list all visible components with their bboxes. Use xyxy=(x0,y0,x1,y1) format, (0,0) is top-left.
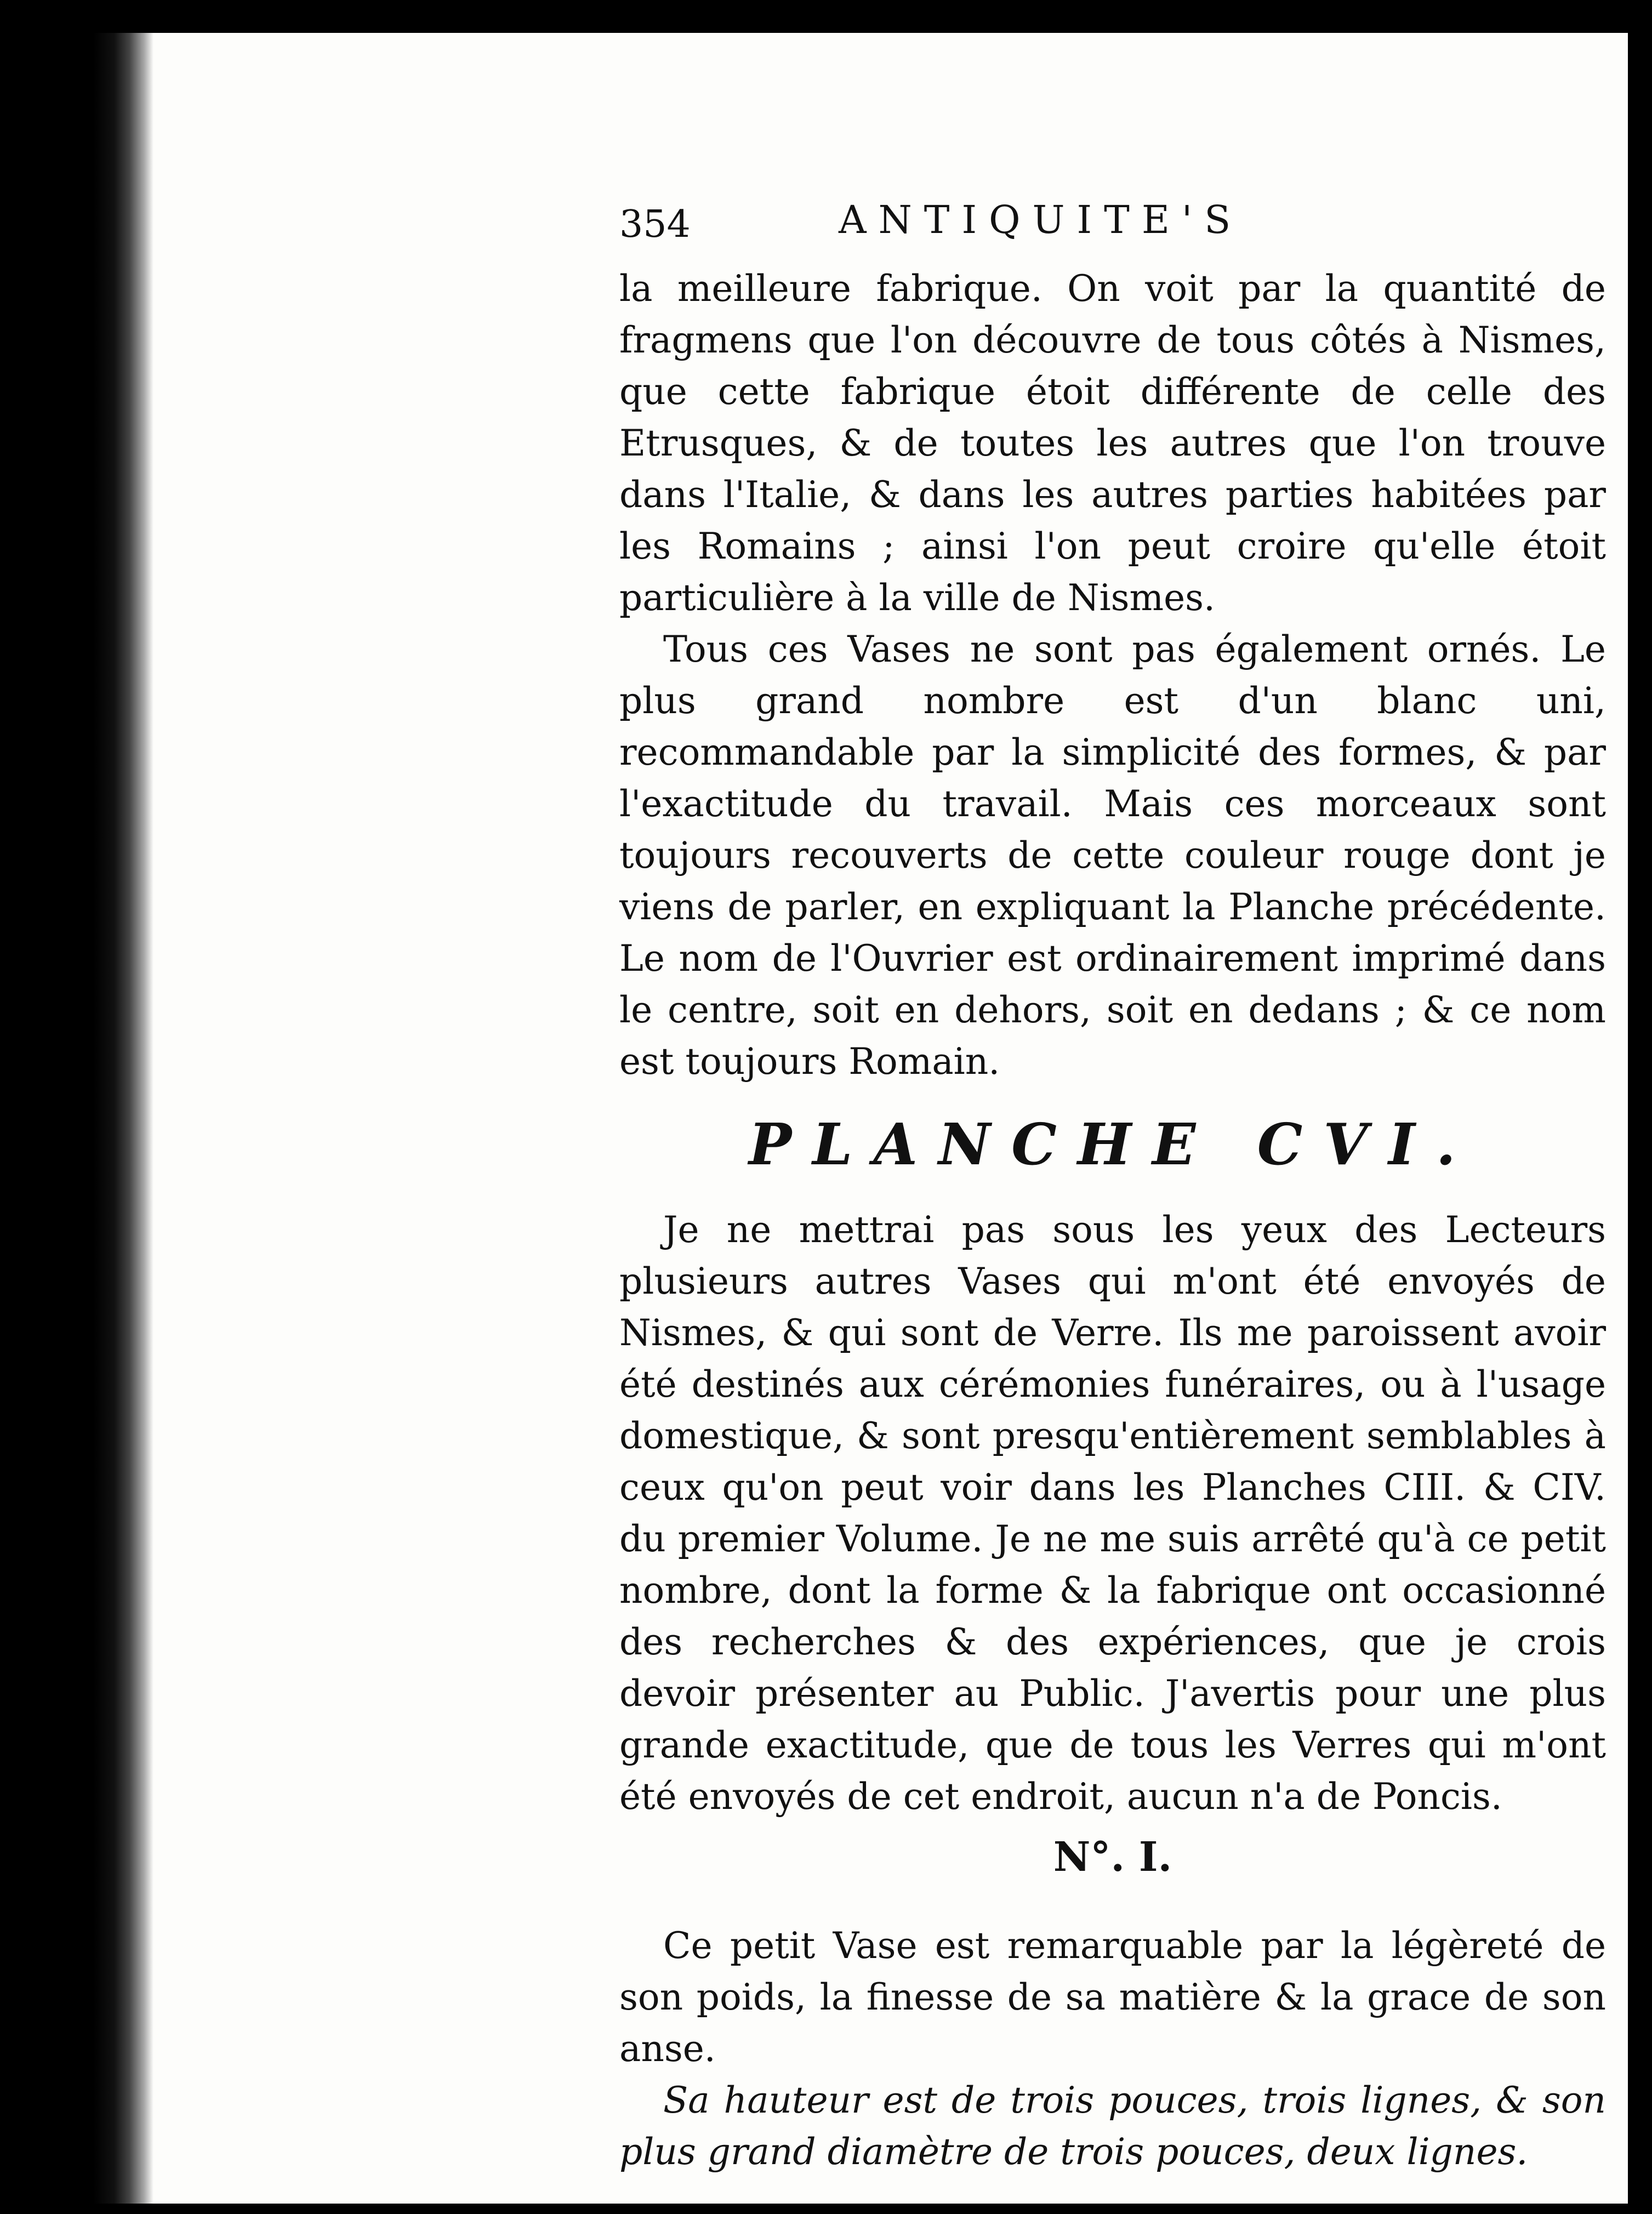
page-number: 354 xyxy=(619,203,691,246)
number-heading: N°. I. xyxy=(1053,1834,1172,1881)
running-title: ANTIQUITE'S xyxy=(839,197,1243,242)
paragraph-verres: Je ne mettrai pas sous les yeux des Lecteurs plusieurs autres Vases qui m'ont été envoyés de Nismes, & qui sont de Verre. Ils me paroissent avoir été destinés aux cérémonies funéraires, ou à l'usage domestique, & sont presqu'entièrement semblables à ceux qu'on peut voir dans les Planches CIII. & CIV. du premier Volume. Je ne me suis arrêté qu'à ce petit nombre, dont la forme & la fabrique ont occasionné des recherches & des expériences, que je crois devoir présenter au Public. J'avertis pour une plus grande exactitude, que de tous les Verres qui m'ont été envoyés de cet endroit, aucun n'a de Poncis. xyxy=(619,1209,1606,1818)
running-head xyxy=(619,181,1606,263)
plate-title: PLANCHE CVI. xyxy=(749,1111,1477,1178)
book-page xyxy=(93,33,1628,2204)
paragraph-dimensions: Sa hauteur est de trois pouces, trois lignes, & son plus grand diamètre de trois pouces, deux lignes. xyxy=(619,2079,1606,2173)
paragraph-petit-vase: Ce petit Vase est remarquable par la légèreté de son poids, la finesse de sa matière & la grace de son anse. xyxy=(619,1925,1606,2070)
binding-shadow xyxy=(93,33,153,2204)
paragraph-continued: la meilleure fabrique. On voit par la quantité de fragmens que l'on découvre de tous côtés à Nismes, que cette fabrique étoit différente de celle des Etrusques, & de toutes les autres que l'on trouve dans l'Italie, & dans les autres parties habitées par les Romains ; ainsi l'on peut croire qu'elle étoit particulière à la ville de Nismes. xyxy=(619,267,1606,619)
text-block xyxy=(619,181,1606,2178)
paragraph-vases: Tous ces Vases ne sont pas également ornés. Le plus grand nombre est d'un blanc uni, recommandable par la simplicité des formes, & par l'exactitude du travail. Mais ces morceaux sont toujours recouverts de cette couleur rouge dont je viens de parler, en expliquant la Planche précédente. Le nom de l'Ouvrier est ordinairement imprimé dans le centre, soit en dehors, soit en dedans ; & ce nom est toujours Romain. xyxy=(619,628,1606,1083)
